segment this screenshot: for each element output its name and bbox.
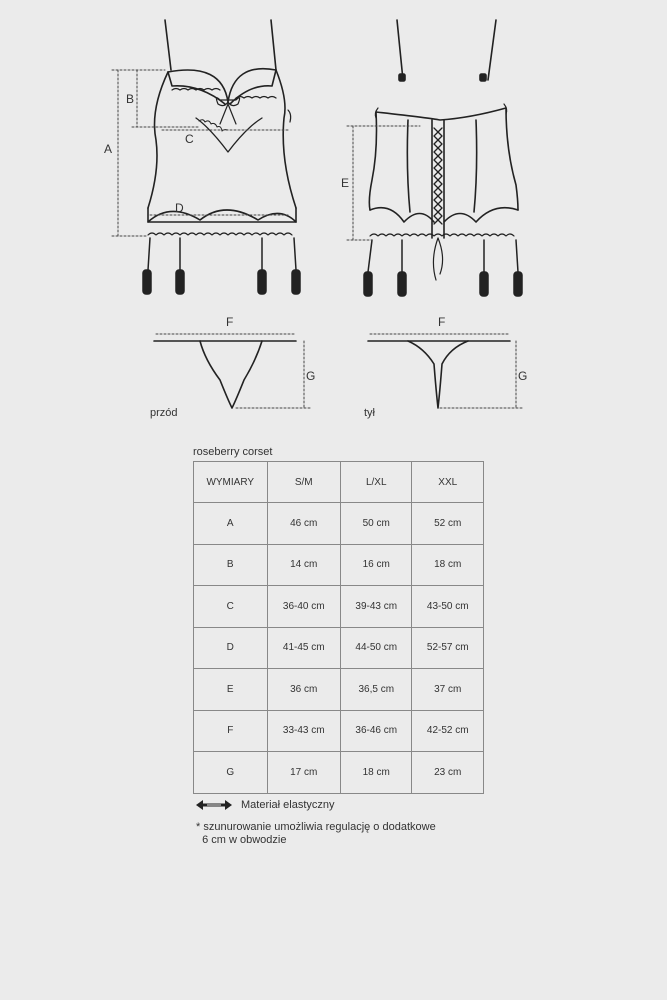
cell-xxl: 23 cm xyxy=(412,752,484,794)
note-line-1: * szunurowanie umożliwia regulację o dodatkowe xyxy=(196,821,436,833)
label-g-front: G xyxy=(306,369,316,383)
cell-xxl: 18 cm xyxy=(412,544,484,586)
table-title: roseberry corset xyxy=(193,446,273,458)
row-label: C xyxy=(194,586,268,628)
label-e: E xyxy=(341,176,350,190)
table-row xyxy=(194,710,484,752)
note-line-2: 6 cm w obwodzie xyxy=(196,834,287,846)
cell-lxl: 44-50 cm xyxy=(341,627,412,669)
cell-sm: 36-40 cm xyxy=(267,586,341,628)
label-d: D xyxy=(175,201,184,215)
lacing-note xyxy=(196,821,436,847)
row-label: G xyxy=(194,752,268,794)
corset-front-drawing xyxy=(143,20,300,294)
double-arrow-icon xyxy=(195,799,233,811)
cell-sm: 36 cm xyxy=(267,669,341,711)
header-wymiary: WYMIARY xyxy=(194,462,268,503)
cell-lxl: 39-43 cm xyxy=(341,586,412,628)
table-row xyxy=(194,544,484,586)
row-label: B xyxy=(194,544,268,586)
row-label: A xyxy=(194,503,268,545)
cell-lxl: 50 cm xyxy=(341,503,412,545)
panty-back-drawing xyxy=(368,341,510,408)
caption-front: przód xyxy=(150,407,178,419)
cell-lxl: 36-46 cm xyxy=(341,710,412,752)
panty-front-drawing xyxy=(154,341,296,408)
row-label: D xyxy=(194,627,268,669)
caption-back: tył xyxy=(364,407,375,419)
cell-sm: 41-45 cm xyxy=(267,627,341,669)
front-measure-lines xyxy=(112,70,290,236)
cell-sm: 46 cm xyxy=(267,503,341,545)
cell-sm: 17 cm xyxy=(267,752,341,794)
header-xxl: XXL xyxy=(412,462,484,503)
legend-text: Materiał elastyczny xyxy=(241,799,335,811)
table-row xyxy=(194,627,484,669)
cell-lxl: 16 cm xyxy=(341,544,412,586)
cell-xxl: 52 cm xyxy=(412,503,484,545)
label-g-back: G xyxy=(518,369,528,383)
table-row xyxy=(194,586,484,628)
table-row xyxy=(194,503,484,545)
panty-front-measure-lines xyxy=(156,334,310,408)
cell-sm: 33-43 cm xyxy=(267,710,341,752)
label-c: C xyxy=(185,132,194,146)
cell-xxl: 42-52 cm xyxy=(412,710,484,752)
elastic-legend xyxy=(195,799,335,811)
label-a: A xyxy=(104,142,113,156)
cell-lxl: 36,5 cm xyxy=(341,669,412,711)
label-f-back: F xyxy=(438,315,446,329)
size-diagram xyxy=(0,0,667,440)
table-row xyxy=(194,669,484,711)
header-sm: S/M xyxy=(267,462,341,503)
row-label: E xyxy=(194,669,268,711)
cell-xxl: 37 cm xyxy=(412,669,484,711)
cell-lxl: 18 cm xyxy=(341,752,412,794)
label-f-front: F xyxy=(226,315,234,329)
cell-xxl: 52-57 cm xyxy=(412,627,484,669)
back-measure-lines xyxy=(347,126,420,240)
size-table xyxy=(193,461,484,794)
header-lxl: L/XL xyxy=(341,462,412,503)
corset-back-drawing xyxy=(364,20,522,296)
table-row xyxy=(194,752,484,794)
label-b: B xyxy=(126,92,135,106)
panty-back-measure-lines xyxy=(370,334,522,408)
table-header-row xyxy=(194,462,484,503)
cell-xxl: 43-50 cm xyxy=(412,586,484,628)
row-label: F xyxy=(194,710,268,752)
cell-sm: 14 cm xyxy=(267,544,341,586)
